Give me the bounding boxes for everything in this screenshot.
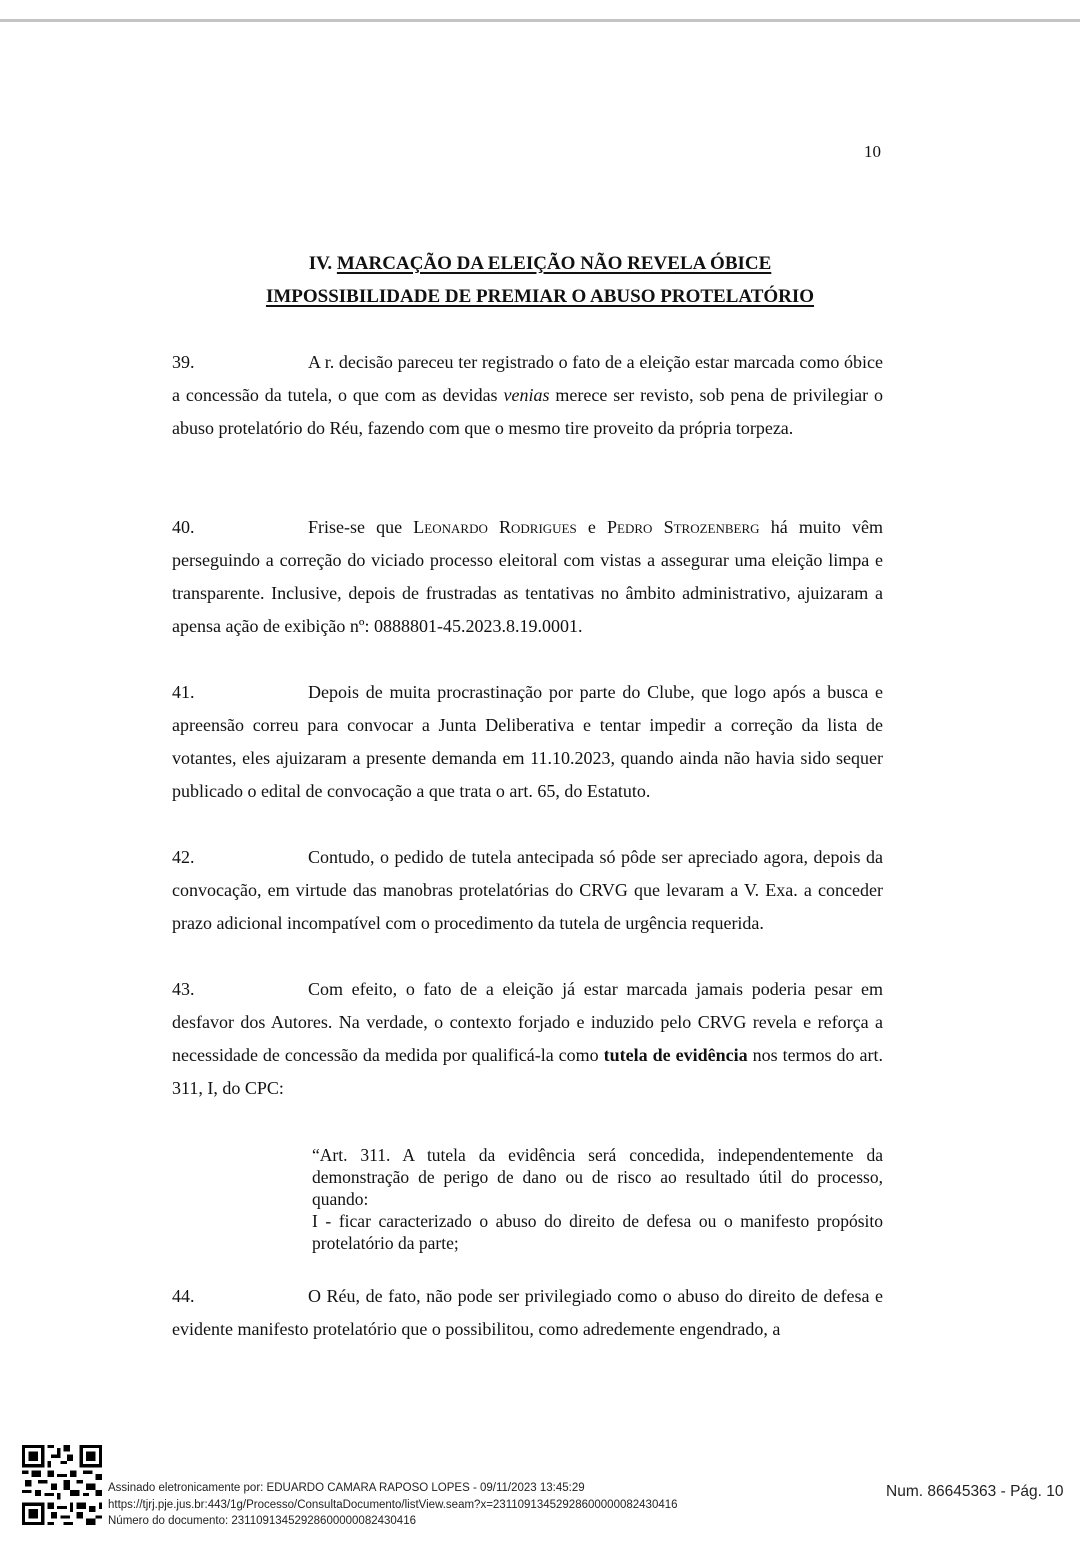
page-number: 10 <box>864 142 881 161</box>
document-page-ref: Num. 86645363 - Pág. 10 <box>886 1483 1064 1500</box>
paragraph-39 <box>172 346 883 445</box>
paragraph-number: 39. <box>172 352 195 372</box>
quote-line: “Art. 311. A tutela da evidência será concedida, independentemente da demonstração de perigo de dano ou de risco ao resultado útil do processo, quando: <box>312 1145 883 1209</box>
paragraph-number: 40. <box>172 517 195 537</box>
section-number: IV. <box>308 253 337 274</box>
paragraph-44 <box>172 1280 883 1346</box>
paragraph-text: Frise-se que <box>308 517 414 537</box>
paragraph-text: há muito vêm perseguindo a correção do viciado processo eleitoral com vistas a assegurar uma eleição limpa e transparente. Inclusive, depois de frustradas as tentativas no âmbito administrativo, ajuizaram a apensa ação de exibição nº: 0888801-45.2023.8.19.0001. <box>172 517 884 636</box>
paragraph-text: merece ser revisto, sob pena de privilegiar o abuso protelatório do Réu, fazendo com que o mesmo tire proveito da própria torpeza. <box>172 385 884 438</box>
party-name: Pedro Strozenberg <box>607 517 760 537</box>
section-heading-line2 <box>0 286 1080 308</box>
paragraph-41 <box>172 676 883 808</box>
qr-code-icon <box>22 1445 102 1525</box>
paragraph-number: 41. <box>172 682 195 702</box>
paragraph-text: O Réu, de fato, não pode ser privilegiado como o abuso do direito de defesa e evidente manifesto protelatório que o possibilitou, como adredemente engendrado, a <box>172 1286 883 1339</box>
top-divider <box>0 19 1080 22</box>
bold-term: tutela de evidência <box>603 1045 748 1065</box>
paragraph-text: Depois de muita procrastinação por parte do Clube, que logo após a busca e apreensão correu para convocar a Junta Deliberativa e tentar impedir a correção da lista de votantes, eles ajuizaram a presente demanda em 11.10.2023, quando ainda não havia sido sequer publicado o edital de convocação a que trata o art. 65, do Estatuto. <box>172 682 883 801</box>
italic-term: venias <box>503 385 550 405</box>
paragraph-43 <box>172 973 883 1105</box>
party-name: Leonardo Rodrigues <box>413 517 577 537</box>
signed-by-text: Assinado eletronicamente por: EDUARDO CAMARA RAPOSO LOPES - 09/11/2023 13:45:29 <box>108 1482 585 1494</box>
section-heading-line1 <box>0 253 1080 275</box>
signature-footer <box>0 1440 1080 1540</box>
signature-block <box>108 1480 678 1530</box>
paragraph-text: Com efeito, o fato de a eleição já estar marcada jamais poderia pesar em desfavor dos Autores. Na verdade, o contexto forjado e induzido pelo CRVG revela e reforça a necessidade de concessão da medida por qualificá-la como <box>172 979 883 1065</box>
paragraph-text: nos termos do art. 311, I, do CPC: <box>172 1045 884 1098</box>
paragraph-number: 43. <box>172 979 195 999</box>
paragraph-text: e <box>576 517 608 537</box>
quote-line: I - ficar caracterizado o abuso do direito de defesa ou o manifesto propósito protelatório da parte; <box>312 1211 883 1253</box>
document-url[interactable]: https://tjrj.pje.jus.br:443/1g/Processo/ConsultaDocumento/listView.seam?x=23110913452928600000082430416 <box>108 1498 678 1511</box>
paragraph-42 <box>172 841 883 940</box>
section-title: MARCAÇÃO DA ELEIÇÃO NÃO REVELA ÓBICE <box>336 253 772 274</box>
paragraph-40 <box>172 511 883 643</box>
document-number: Número do documento: 23110913452928600000082430416 <box>108 1515 416 1527</box>
section-subtitle: IMPOSSIBILIDADE DE PREMIAR O ABUSO PROTELATÓRIO <box>265 286 815 307</box>
paragraph-text: A r. decisão pareceu ter registrado o fato de a eleição estar marcada como óbice a concessão da tutela, o que com as devidas <box>172 352 883 405</box>
paragraph-number: 44. <box>172 1286 195 1306</box>
paragraph-number: 42. <box>172 847 195 867</box>
paragraph-text: Contudo, o pedido de tutela antecipada só pôde ser apreciado agora, depois da convocação, em virtude das manobras protelatórias do CRVG que levaram a V. Exa. a conceder prazo adicional incompatível com o procedimento da tutela de urgência requerida. <box>172 847 883 933</box>
legal-quote <box>312 1144 883 1254</box>
